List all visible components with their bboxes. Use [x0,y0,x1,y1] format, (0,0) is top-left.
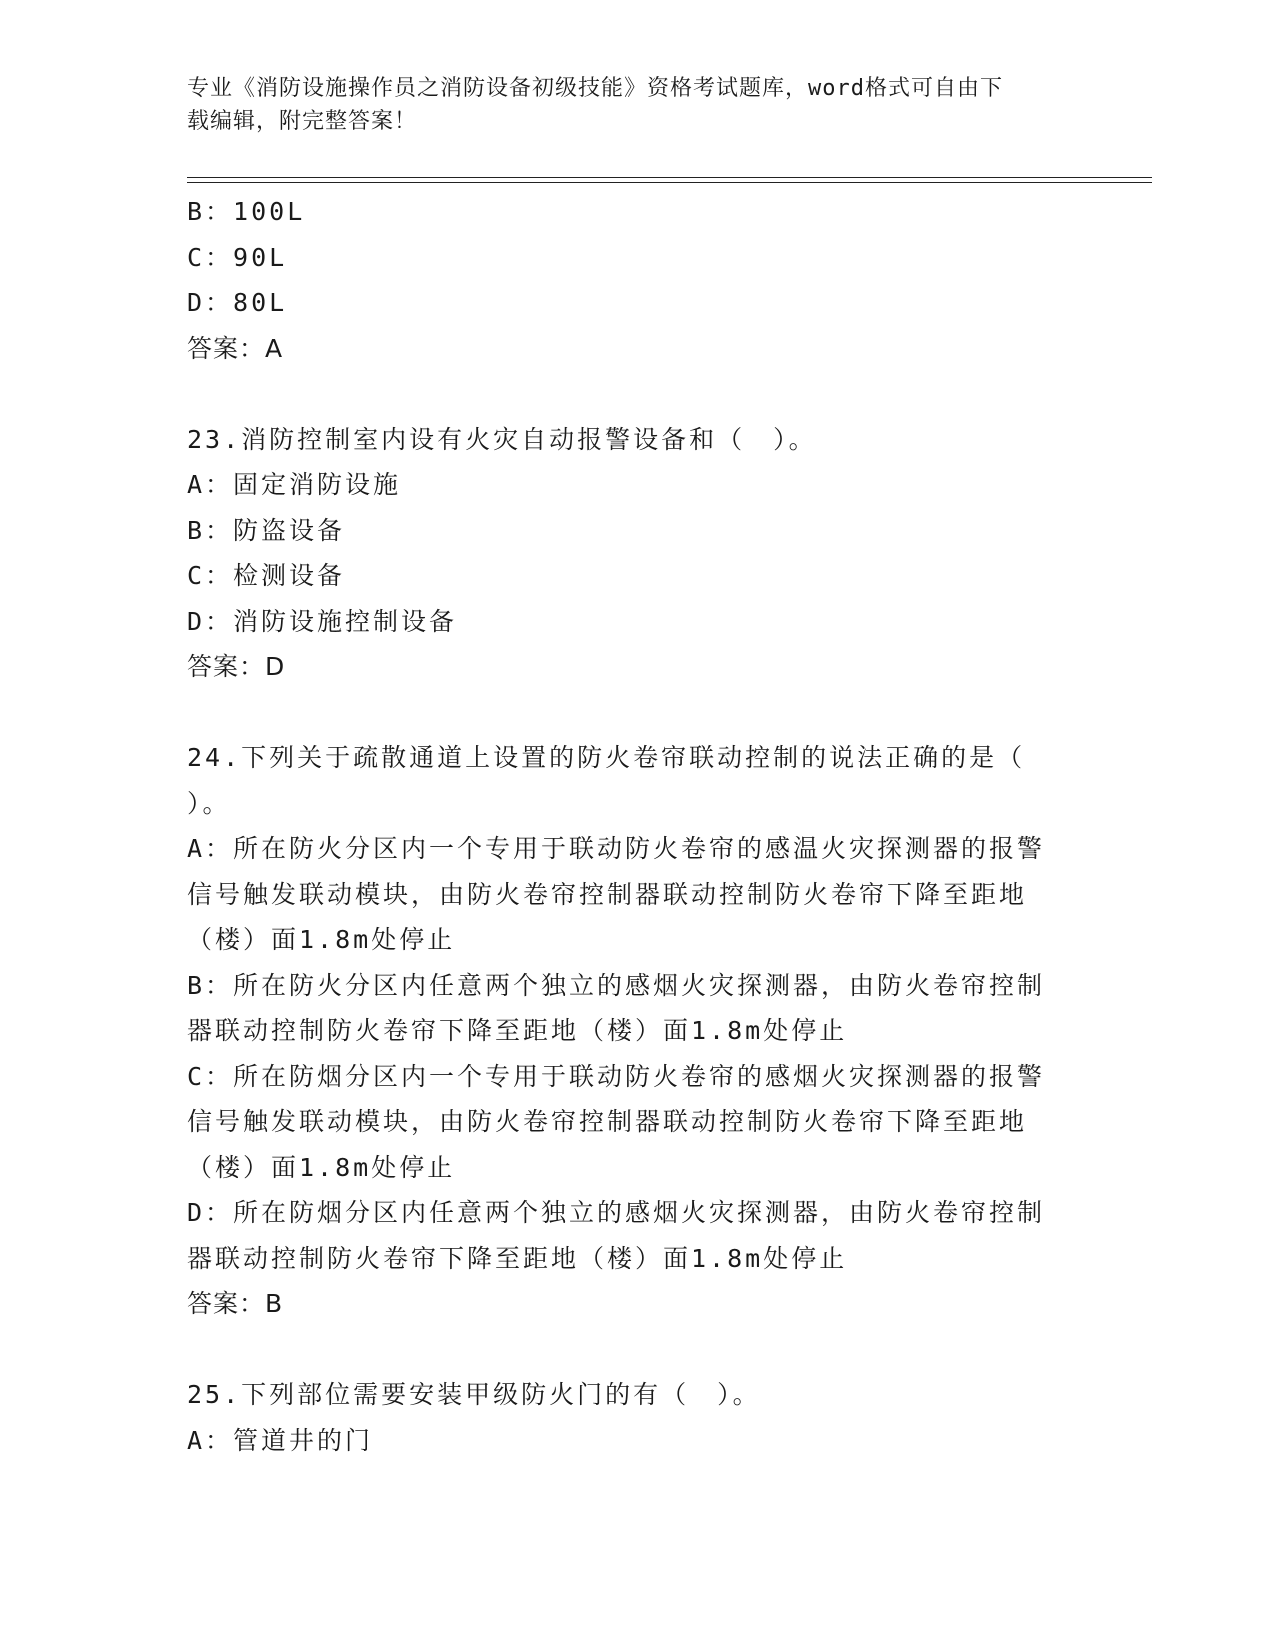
spacer [187,371,1067,417]
option-c-line-3: （楼）面1.8m处停止 [187,1152,456,1182]
question-text: 25.下列部位需要安装甲级防火门的有（ ）。 [187,1380,761,1409]
option-d: D：80L [187,288,288,317]
option-a: A：固定消防设施 [187,470,402,499]
option-a: A：管道井的门 [187,1425,374,1455]
option-a-line-3: （楼）面1.8m处停止 [187,925,456,954]
option-c-line-2: 信号触发联动模块，由防火卷帘控制器联动控制防火卷帘下降至距地 [187,1107,1028,1136]
option-d-line-2: 器联动控制防火卷帘下降至距地（楼）面1.8m处停止 [187,1243,848,1273]
answer-line: 答案：A [187,333,284,363]
question-text-line-2: ）。 [187,788,231,818]
option-b-line-2: 器联动控制防火卷帘下降至距地（楼）面1.8m处停止 [187,1016,848,1045]
question-25 [187,1372,1067,1463]
spacer [187,1327,1067,1373]
question-text: 23.消防控制室内设有火灾自动报警设备和（ ）。 [187,424,817,454]
header-line-2: 载编辑，附完整答案！ [187,109,418,134]
header-line-1: 专业《消防设施操作员之消防设备初级技能》资格考试题库，word格式可自由下 [187,76,1003,101]
option-a-line-2: 信号触发联动模块，由防火卷帘控制器联动控制防火卷帘下降至距地 [187,879,1028,909]
option-c: C：90L [187,242,288,272]
option-c: C：检测设备 [187,561,346,590]
answer-line: 答案：D [187,652,286,681]
spacer [187,690,1067,736]
question-23 [187,417,1067,690]
answer-line: 答案：B [187,1289,284,1318]
question-text-line-1: 24.下列关于疏散通道上设置的防火卷帘联动控制的说法正确的是（ [187,743,1026,772]
option-b-line-1: B：所在防火分区内任意两个独立的感烟火灾探测器，由防火卷帘控制 [187,970,1046,1000]
option-b: B：防盗设备 [187,515,346,545]
option-c-line-1: C：所在防烟分区内一个专用于联动防火卷帘的感烟火灾探测器的报警 [187,1061,1046,1091]
option-a-line-1: A：所在防火分区内一个专用于联动防火卷帘的感温火灾探测器的报警 [187,834,1046,863]
question-22-tail [187,189,1067,371]
option-d: D：消防设施控制设备 [187,606,458,636]
question-list [187,189,1067,1463]
document-header [187,72,1087,138]
header-divider-top [187,177,1152,178]
header-divider-bottom [187,182,1152,183]
question-24 [187,735,1067,1327]
option-b: B：100L [187,197,306,226]
option-d-line-1: D：所在防烟分区内任意两个独立的感烟火灾探测器，由防火卷帘控制 [187,1198,1046,1227]
